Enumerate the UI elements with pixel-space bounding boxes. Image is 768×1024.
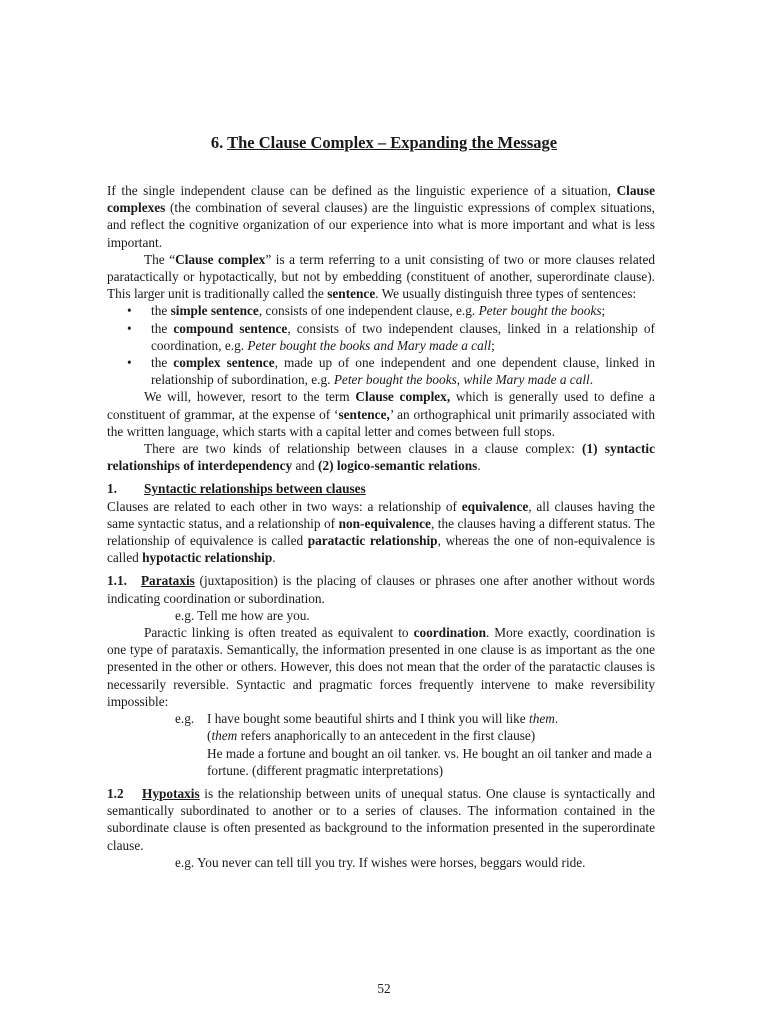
- bullet-icon: •: [127, 320, 132, 336]
- example-hypotaxis: e.g. You never can tell till you try. If wishes were horses, beggars would ride.: [175, 854, 586, 870]
- example-shirts: e.g. I have bought some beautiful shirts and I think you will like them.: [175, 711, 559, 727]
- paragraph-terminology: We will, however, resort to the term Clause complex, which is generally used to define a constituent of grammar, at the expense of ‘sentence,’ an orthographical unit primarily associated with the written language, which starts with a capital letter and comes between full stops.: [107, 389, 656, 439]
- example-note: (them refers anaphorically to an antecedent in the first clause): [207, 728, 536, 744]
- paragraph-relationship-kinds: There are two kinds of relationship between clauses in a clause complex: (1) syntactic relationships of interdependency and (2) logico-semantic relations.: [107, 441, 655, 474]
- paragraph-equivalence: Clauses are related to each other in two ways: a relationship of equivalence, all clauses having the same syntactic status, and a relationship of non-equivalence, the clauses having a different status. The relationship of equivalence is called paratactic relationship, whereas the one of non-equivalence is called hypotactic relationship.: [107, 498, 655, 566]
- list-item: • the simple sentence, consists of one independent clause, e.g. Peter bought the books;: [127, 303, 606, 319]
- paragraph-clause-complex: The “Clause complex” is a term referring to a unit consisting of two or more clauses related paratactically or hypotactically, but not by embedding (constituent of another, superordinate clause). This larger unit is traditionally called the sentence. We usually distinguish three types of sentences:: [107, 251, 656, 302]
- section-heading-1: 1. Syntactic relationships between clauses: [107, 481, 366, 497]
- bullet-icon: •: [127, 355, 132, 371]
- page-title: [0, 133, 768, 153]
- example-fortune: He made a fortune and bought an oil tanker. vs. He bought an oil tanker and made a fortune. (different pragmatic interpretations): [207, 745, 652, 778]
- sentence-types-list: [107, 302, 655, 388]
- title-text: The Clause Complex – Expanding the Message: [227, 133, 558, 152]
- section-parataxis: 1.1. Parataxis (juxtaposition) is the placing of clauses or phrases one after another without words indicating coordination or subordination.: [107, 573, 655, 606]
- bullet-icon: •: [127, 303, 132, 319]
- page-number: 52: [377, 981, 391, 996]
- paragraph-intro: If the single independent clause can be defined as the linguistic experience of a situation, Clause complexes (the combination of several clauses) are the linguistic expressions of complex situations, and reflect the cognitive organization of our experience into what is more important and what is less important.: [107, 183, 655, 250]
- example-parataxis: e.g. Tell me how are you.: [175, 607, 310, 623]
- list-item: • the compound sentence, consists of two independent clauses, linked in a relationship of coordination, e.g. Peter bought the books and Mary made a call;: [127, 320, 655, 353]
- list-item: • the complex sentence, made up of one independent and one dependent clause, linked in relationship of subordination, e.g. Peter bought the books, while Mary made a call.: [127, 355, 655, 388]
- document-body: [107, 182, 655, 871]
- section-hypotaxis: 1.2 Hypotaxis is the relationship between units of unequal status. One clause is syntactically and semantically subordinated to another or to a series of clauses. The information contained in the subordinate clause is often presented as background to the information presented in the superordinate clause.: [107, 785, 656, 853]
- paragraph-paratactic-linking: Paractic linking is often treated as equivalent to coordination. More exactly, coordination is one type of parataxis. Semantically, the information presented in one clause is as important as the one presented in the other or others. However, this does not mean that the order of the paratactic clauses is necessarily reversible. Syntactic and pragmatic forces frequently intervene to make reversibility impossible:: [107, 625, 655, 709]
- title-number: 6.: [210, 133, 224, 152]
